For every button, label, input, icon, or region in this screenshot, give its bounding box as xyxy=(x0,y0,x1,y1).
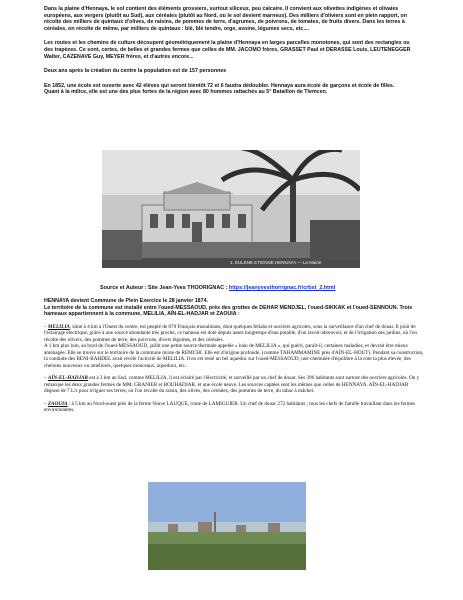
caption-text: Source et Auteur : Site Jean-Yves THOORIGNAC : xyxy=(100,285,228,291)
melilia-paragraph: – MELILIA, situé à 4 km à l'Ouest du centre, est peuplé de 870 Français-musulmans, dont quelques fellahs et ouvriers agricoles, sous la surveillance d'un chef de douar. Il jouit de l'éclairage électrique, grâce à une source abondante très proche, ce hameau est doté depuis assez longtemps d'eau potable, d'un lavoir-abreuvoir, et de l'irrigation des jardins, où l'on récolte des olivers, des pommes de terre, des poivrons, divers légumes, et des céréales. xyxy=(44,323,417,343)
intro-paragraph-militia: Quant à la milice, elle est une des plus fortes de la région avec 80 hommes rattachés au 5° Bataillon de Tlemcen. xyxy=(44,89,328,96)
town-hall-photo xyxy=(102,150,360,268)
intro-paragraph-school: En 1852, une école est ouverte avec 42 élèves qui seront bientôt 72 et il faudra dédoubler. Hennaya aura école de garçons et école de filles. xyxy=(44,82,395,89)
melilia-text: , situé à 4 km à l'Ouest du centre, est peuplé de 870 Français-musulmans, dont quelques fellahs et ouvriers agricoles, sous la surveillance d'un chef de douar. Il jouit de l'éclairage électrique, grâce à une source abondante très proche, ce hameau est doté depuis assez longtemps d'eau potable, d'un lavoir-abreuvoir, et de l'irrigation des jardins, où l'on récolte des olivers, des pommes de terre, des poivrons, divers légumes, et des céréales. xyxy=(44,323,417,343)
ain-el-hadjar-paragraph: – AÏN-EL-HADJAR est à 3 km au Sud, comme MELILIA, il est éclairé par l'électricité, et surveillé par un chef de douar. Ses 396 habitants sont surtout des ouvriers agricoles. On y remarque les deux grandes fermes de MM. GRANIER et BOUHADJAR, et une école neuve. Les sources captées sont les mêmes que celles de HENNAYA. AÏN-EL-HADJAR dispose de 7 L/s pour irriguer ses terres, où l'on récolte du raisin, des olives, des céréales, des pommes de terre, du tabac à mâcher. xyxy=(44,375,420,395)
landscape-photo xyxy=(148,482,306,570)
zaouia-name: ZAOUIA xyxy=(47,400,68,407)
intro-paragraph-soil: Dans la plaine d'Hennaya, le sol contient des éléments grossiers, surtout siliceux, peu calcaire. Il convient aux olivettes indigènes et olivaies européens, aux vergers (plutôt au Sud), aux céréales (plutôt au Nord, où le sol devient marneux). Des milliers d'oliviers sont en plein rapport, on récolte des milliers de quintaux d'olives, de raisins, de pommes de terre, d'agrumes, de poivrons, de tomates, de fruits divers. Dans les terres à céréales, on récolte de même, par milliers de quintaux : blé, blé tendre, orge, avoine, légumes secs, etc.... xyxy=(44,6,407,32)
photo-caption xyxy=(100,285,335,291)
intro-paragraph-population: Deux ans après la création du centre la population est de 157 personnes xyxy=(44,68,227,75)
photo-inscription: 1. EULENE ETIENNE HENNAYA — La Mairie xyxy=(230,260,322,265)
intro-paragraph-farms: Les routes et les chemins de culture découpent géométriquement la plaine d'Hennaya en larges parcelles monotones, qui sont des rectangles ou des trapèzes. Ce sont, certes, de belles et grandes fermes que celles de MM. JACOMO frères, GRASSET Paul et DERASSE Louis, LEUTENEGGER Walter, CAZENAVE Guy, MEYER frères, et d'autres encore... xyxy=(44,40,411,60)
commune-section xyxy=(44,298,424,414)
zaouia-text: : à 5 km au Nord-ouest près de la ferme Veuve LAUQUE, route de LAMIGUIER. Un chef de douar 272 habitants ; tous les chefs de famille travaillant dans les fermes environnantes. xyxy=(44,400,416,414)
melilia-spring-paragraph: A 1 km plus loin, au bord de l'oued-MESSAOUD, jaillit une petite source thermale appelée « bain de MELILIA », qui guérit, paraît-il, certaines maladies, et devrait être mieux aménagée. Elle se trouve sur le territoire de la commune mixte de REMCHI. Elle est d'origine profonde, (comme TAHAMMAMINE près d'AÏN-EL-HOUT). Pendant sa construction, la conduite des BENI-BAHDEL avait révélé l'activité de MELILIA. Il en est resté un bel aqueduc sur l'oued-MESSAOUD, une cheminée d'équilibre à la cote la plus élevée, des chemins nouveaux ou améliorés, quelques monceaux, aqueducs, etc.. xyxy=(44,343,424,369)
intro-section xyxy=(44,6,419,96)
ain-el-hadjar-text: est à 3 km au Sud, comme MELILIA, il est éclairé par l'électricité, et surveillé par un chef de douar. Ses 396 habitants sont surtout des ouvriers agricoles. On y remarque les deux grandes fermes de MM. GRANIER et BOUHADJAR, et une école neuve. Les sources captées sont les mêmes que celles de HENNAYA. AÏN-EL-HADJAR dispose de 7 L/s pour irriguer ses terres, où l'on récolte du raisin, des olives, des céréales, des pommes de terre, du tabac à mâcher. xyxy=(44,375,420,395)
melilia-name: MELILIA xyxy=(47,323,70,330)
commune-date: HENNAYA devient Commune de Plein Exercice le 28 janvier 1874. xyxy=(44,298,208,304)
source-link[interactable]: https://jeanyvesthorrignac.fr/crbst_2.html xyxy=(228,285,336,291)
ain-el-hadjar-name: AÏN-EL-HADJAR xyxy=(47,375,88,382)
commune-territory: Le territoire de la commune est installé entre l'oued-MESSAOUD, près des grottes de DEHAR MENDJEL, l'oued-SIKKAK et l'oued-SENNOUN. Trois hameaux appartiennent à la commune, MELILIA, AÏN-EL-HADJAR et ZAOUIA : xyxy=(44,304,413,318)
zaouia-paragraph: – ZAOUIA : à 5 km au Nord-ouest près de la ferme Veuve LAUQUE, route de LAMIGUIER. Un chef de douar 272 habitants ; tous les chefs de famille travaillant dans les fermes environnantes. xyxy=(44,400,416,414)
